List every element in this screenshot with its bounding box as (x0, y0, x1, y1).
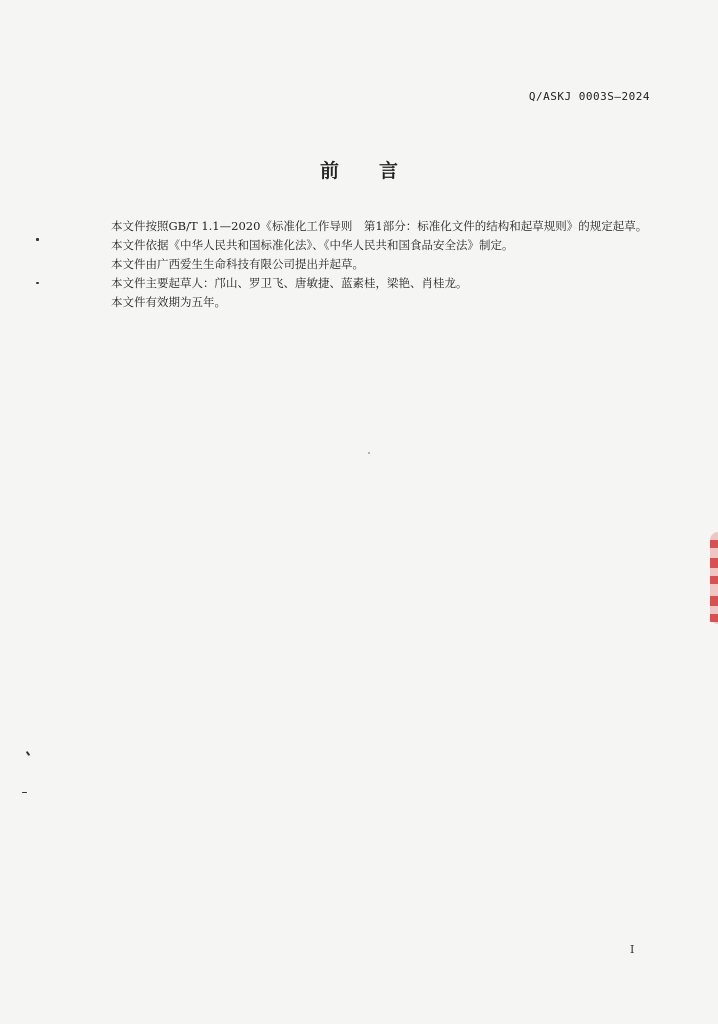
scan-speck (22, 792, 27, 793)
scan-speck (368, 452, 370, 454)
paragraph-proposer: 本文件由广西爱生生命科技有限公司提出并起草。 (111, 257, 364, 271)
page-number: I (630, 943, 635, 956)
seal-fragment (710, 558, 718, 568)
paragraph-drafting-rule: 本文件按照GB/T 1.1—2020《标准化工作导则 第1部分：标准化文件的结构和起草规则》的规定起草。 (111, 219, 648, 233)
paragraph-legal-basis: 本文件依据《中华人民共和国标准化法》、《中华人民共和国食品安全法》制定。 (111, 238, 514, 252)
scan-speck (36, 238, 39, 241)
paragraph-validity: 本文件有效期为五年。 (111, 295, 226, 309)
scan-speck (26, 751, 31, 756)
document-code: Q/ASKJ 0003S—2024 (528, 90, 650, 103)
seal-fragment (710, 576, 718, 584)
scan-speck (36, 282, 39, 284)
page-title (0, 156, 718, 183)
paragraph-drafters: 本文件主要起草人：邝山、罗卫飞、唐敏捷、蓝素桂，梁艳、肖桂龙。 (111, 276, 468, 290)
title-char-2: 言 (379, 160, 399, 182)
title-char-1: 前 (319, 160, 339, 182)
seal-fragment (710, 614, 718, 622)
seal-fragment (710, 596, 718, 606)
seal-fragment (710, 540, 718, 548)
foreword-body (88, 217, 653, 312)
